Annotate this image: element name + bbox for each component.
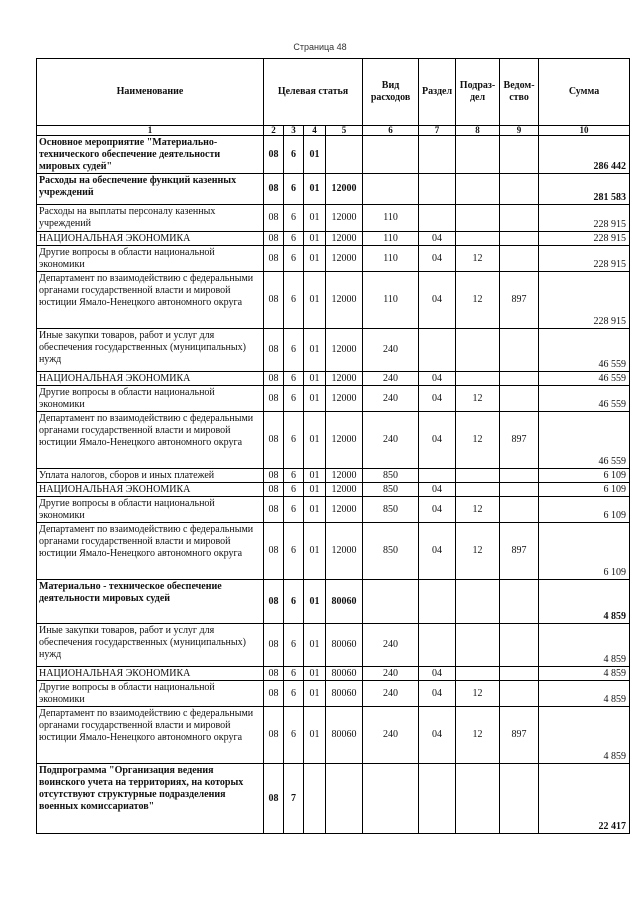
row-code-c5: 80060 — [326, 707, 363, 764]
row-code-c5: 12000 — [326, 205, 363, 232]
row-code-c7 — [419, 136, 456, 174]
row-sum: 6 109 — [539, 469, 630, 483]
row-name: Департамент по взаимодействию с федеральными органами государственной власти и мировой юстиции Ямало-Ненецкого автономного округа — [37, 412, 264, 469]
row-code-c3: 6 — [284, 329, 304, 372]
table-row — [37, 205, 630, 232]
row-sum: 46 559 — [539, 386, 630, 412]
row-name: Расходы на обеспечение функций казенных учреждений — [37, 174, 264, 205]
row-code-c6 — [363, 136, 419, 174]
row-code-c3: 6 — [284, 136, 304, 174]
row-code-c9 — [500, 469, 539, 483]
row-code-c9 — [500, 329, 539, 372]
row-code-c7: 04 — [419, 523, 456, 580]
row-name: Департамент по взаимодействию с федеральными органами государственной власти и мировой юстиции Ямало-Ненецкого автономного округа — [37, 707, 264, 764]
column-number: 8 — [456, 126, 500, 136]
row-code-c2: 08 — [264, 232, 284, 246]
row-code-c2: 08 — [264, 681, 284, 707]
row-sum: 46 559 — [539, 372, 630, 386]
row-code-c5: 12000 — [326, 469, 363, 483]
column-number: 5 — [326, 126, 363, 136]
row-code-c7 — [419, 469, 456, 483]
row-code-c9 — [500, 483, 539, 497]
table-row — [37, 372, 630, 386]
row-sum: 22 417 — [539, 764, 630, 834]
row-code-c9 — [500, 681, 539, 707]
table-row — [37, 272, 630, 329]
row-code-c7: 04 — [419, 372, 456, 386]
table-row — [37, 232, 630, 246]
row-code-c2: 08 — [264, 386, 284, 412]
row-code-c4: 01 — [304, 372, 326, 386]
row-sum: 4 859 — [539, 707, 630, 764]
row-code-c4: 01 — [304, 246, 326, 272]
row-code-c4: 01 — [304, 174, 326, 205]
row-code-c8 — [456, 232, 500, 246]
row-code-c6: 110 — [363, 246, 419, 272]
row-code-c5: 12000 — [326, 497, 363, 523]
row-code-c2: 08 — [264, 707, 284, 764]
row-code-c7: 04 — [419, 667, 456, 681]
row-code-c8 — [456, 483, 500, 497]
row-name: НАЦИОНАЛЬНАЯ ЭКОНОМИКА — [37, 483, 264, 497]
row-sum: 228 915 — [539, 232, 630, 246]
row-code-c4: 01 — [304, 412, 326, 469]
table-row — [37, 764, 630, 834]
row-code-c9: 897 — [500, 523, 539, 580]
row-code-c4: 01 — [304, 667, 326, 681]
row-code-c8 — [456, 372, 500, 386]
row-name: Иные закупки товаров, работ и услуг для обеспечения государственных (муниципальных) нужд — [37, 329, 264, 372]
row-code-c4: 01 — [304, 329, 326, 372]
row-name: НАЦИОНАЛЬНАЯ ЭКОНОМИКА — [37, 232, 264, 246]
row-code-c7 — [419, 174, 456, 205]
row-code-c5: 12000 — [326, 174, 363, 205]
row-name: Другие вопросы в области национальной экономики — [37, 386, 264, 412]
row-code-c7: 04 — [419, 483, 456, 497]
row-code-c4: 01 — [304, 469, 326, 483]
row-code-c4: 01 — [304, 136, 326, 174]
row-sum: 286 442 — [539, 136, 630, 174]
row-code-c6 — [363, 580, 419, 624]
row-code-c6 — [363, 764, 419, 834]
row-code-c4: 01 — [304, 624, 326, 667]
row-code-c2: 08 — [264, 329, 284, 372]
row-sum: 46 559 — [539, 329, 630, 372]
row-code-c2: 08 — [264, 372, 284, 386]
row-name: НАЦИОНАЛЬНАЯ ЭКОНОМИКА — [37, 372, 264, 386]
row-code-c5: 12000 — [326, 272, 363, 329]
row-code-c2: 08 — [264, 624, 284, 667]
row-name: Уплата налогов, сборов и иных платежей — [37, 469, 264, 483]
row-code-c4: 01 — [304, 497, 326, 523]
row-code-c3: 6 — [284, 497, 304, 523]
row-name: НАЦИОНАЛЬНАЯ ЭКОНОМИКА — [37, 667, 264, 681]
row-code-c2: 08 — [264, 246, 284, 272]
row-code-c7: 04 — [419, 707, 456, 764]
row-sum: 228 915 — [539, 205, 630, 232]
row-sum: 281 583 — [539, 174, 630, 205]
row-code-c3: 6 — [284, 246, 304, 272]
header-vedomstvo: Ведом- ство — [500, 59, 539, 126]
row-code-c2: 08 — [264, 205, 284, 232]
table-row — [37, 707, 630, 764]
column-number: 9 — [500, 126, 539, 136]
row-code-c6: 240 — [363, 624, 419, 667]
row-name: Департамент по взаимодействию с федеральными органами государственной власти и мировой юстиции Ямало-Ненецкого автономного округа — [37, 272, 264, 329]
row-code-c2: 08 — [264, 523, 284, 580]
row-code-c7: 04 — [419, 272, 456, 329]
row-code-c5: 80060 — [326, 681, 363, 707]
row-sum: 4 859 — [539, 681, 630, 707]
row-code-c6: 240 — [363, 329, 419, 372]
row-code-c6 — [363, 174, 419, 205]
row-code-c5: 12000 — [326, 372, 363, 386]
row-code-c4: 01 — [304, 681, 326, 707]
row-code-c8 — [456, 624, 500, 667]
row-code-c2: 08 — [264, 469, 284, 483]
row-code-c7 — [419, 764, 456, 834]
row-code-c3: 6 — [284, 707, 304, 764]
row-code-c9 — [500, 386, 539, 412]
row-code-c2: 08 — [264, 764, 284, 834]
row-sum: 4 859 — [539, 624, 630, 667]
row-code-c6: 110 — [363, 232, 419, 246]
row-code-c3: 6 — [284, 372, 304, 386]
row-code-c5: 12000 — [326, 232, 363, 246]
row-code-c6: 240 — [363, 667, 419, 681]
row-code-c2: 08 — [264, 580, 284, 624]
row-code-c6: 240 — [363, 707, 419, 764]
row-code-c5: 80060 — [326, 667, 363, 681]
table-row — [37, 580, 630, 624]
row-code-c3: 6 — [284, 624, 304, 667]
row-code-c6: 240 — [363, 412, 419, 469]
row-sum: 4 859 — [539, 667, 630, 681]
column-number: 1 — [37, 126, 264, 136]
row-sum: 4 859 — [539, 580, 630, 624]
header-name: Наименование — [37, 59, 264, 126]
row-code-c3: 6 — [284, 681, 304, 707]
row-code-c8: 12 — [456, 412, 500, 469]
row-name: Иные закупки товаров, работ и услуг для обеспечения государственных (муниципальных) нужд — [37, 624, 264, 667]
row-code-c6: 110 — [363, 205, 419, 232]
table-row — [37, 681, 630, 707]
table-row — [37, 412, 630, 469]
row-code-c4: 01 — [304, 232, 326, 246]
row-code-c2: 08 — [264, 174, 284, 205]
row-code-c5: 12000 — [326, 329, 363, 372]
column-number: 10 — [539, 126, 630, 136]
row-code-c9 — [500, 764, 539, 834]
table-row — [37, 174, 630, 205]
row-name: Материально - техническое обеспечение деятельности мировых судей — [37, 580, 264, 624]
row-code-c8: 12 — [456, 681, 500, 707]
table-row — [37, 523, 630, 580]
row-code-c3: 6 — [284, 272, 304, 329]
row-code-c8 — [456, 205, 500, 232]
row-code-c7: 04 — [419, 681, 456, 707]
row-name: Расходы на выплаты персоналу казенных учреждений — [37, 205, 264, 232]
table-row — [37, 136, 630, 174]
row-code-c8 — [456, 667, 500, 681]
table-row — [37, 246, 630, 272]
row-code-c6: 850 — [363, 483, 419, 497]
row-code-c8 — [456, 764, 500, 834]
row-code-c5: 12000 — [326, 523, 363, 580]
table-row — [37, 329, 630, 372]
row-code-c2: 08 — [264, 483, 284, 497]
row-code-c7: 04 — [419, 412, 456, 469]
row-code-c3: 6 — [284, 580, 304, 624]
row-code-c2: 08 — [264, 497, 284, 523]
row-code-c4: 01 — [304, 580, 326, 624]
row-code-c5: 80060 — [326, 624, 363, 667]
row-code-c9 — [500, 246, 539, 272]
row-code-c8 — [456, 329, 500, 372]
budget-table — [36, 58, 630, 834]
column-number: 2 — [264, 126, 284, 136]
row-code-c3: 6 — [284, 174, 304, 205]
row-sum: 6 109 — [539, 523, 630, 580]
row-code-c4: 01 — [304, 523, 326, 580]
row-code-c4: 01 — [304, 386, 326, 412]
row-code-c4: 01 — [304, 205, 326, 232]
row-sum: 228 915 — [539, 272, 630, 329]
table-row — [37, 386, 630, 412]
row-code-c7: 04 — [419, 497, 456, 523]
row-code-c6: 110 — [363, 272, 419, 329]
row-code-c6: 850 — [363, 497, 419, 523]
row-code-c6: 850 — [363, 523, 419, 580]
row-code-c4: 01 — [304, 707, 326, 764]
row-name: Департамент по взаимодействию с федеральными органами государственной власти и мировой юстиции Ямало-Ненецкого автономного округа — [37, 523, 264, 580]
row-code-c8: 12 — [456, 523, 500, 580]
row-code-c6: 240 — [363, 386, 419, 412]
row-code-c8 — [456, 136, 500, 174]
row-code-c5: 12000 — [326, 246, 363, 272]
row-code-c5: 12000 — [326, 483, 363, 497]
row-code-c3: 6 — [284, 232, 304, 246]
row-code-c9 — [500, 232, 539, 246]
row-code-c3: 7 — [284, 764, 304, 834]
row-code-c9 — [500, 136, 539, 174]
row-code-c5: 80060 — [326, 580, 363, 624]
header-vid: Вид расходов — [363, 59, 419, 126]
column-number: 3 — [284, 126, 304, 136]
column-number: 7 — [419, 126, 456, 136]
row-code-c5: 12000 — [326, 386, 363, 412]
row-code-c3: 6 — [284, 412, 304, 469]
row-code-c9 — [500, 667, 539, 681]
table-row — [37, 469, 630, 483]
row-code-c7 — [419, 205, 456, 232]
table-row — [37, 624, 630, 667]
row-code-c8: 12 — [456, 707, 500, 764]
column-number: 4 — [304, 126, 326, 136]
table-row — [37, 497, 630, 523]
row-code-c5: 12000 — [326, 412, 363, 469]
row-code-c9: 897 — [500, 272, 539, 329]
row-code-c8 — [456, 174, 500, 205]
row-name: Другие вопросы в области национальной экономики — [37, 497, 264, 523]
header-podrazdel: Подраз- дел — [456, 59, 500, 126]
header-target: Целевая статья — [264, 59, 363, 126]
page-number: Страница 48 — [293, 42, 347, 52]
row-code-c8 — [456, 469, 500, 483]
row-code-c5 — [326, 764, 363, 834]
row-code-c4: 01 — [304, 483, 326, 497]
row-code-c6: 240 — [363, 372, 419, 386]
row-code-c3: 6 — [284, 386, 304, 412]
row-code-c8: 12 — [456, 497, 500, 523]
row-code-c7: 04 — [419, 246, 456, 272]
row-sum: 228 915 — [539, 246, 630, 272]
row-code-c9 — [500, 624, 539, 667]
row-code-c5 — [326, 136, 363, 174]
row-code-c2: 08 — [264, 667, 284, 681]
row-name: Другие вопросы в области национальной экономики — [37, 246, 264, 272]
row-code-c9 — [500, 580, 539, 624]
row-code-c6: 240 — [363, 681, 419, 707]
row-code-c7 — [419, 329, 456, 372]
row-code-c4 — [304, 764, 326, 834]
row-code-c3: 6 — [284, 205, 304, 232]
row-code-c7: 04 — [419, 232, 456, 246]
row-code-c8: 12 — [456, 246, 500, 272]
row-code-c3: 6 — [284, 483, 304, 497]
row-code-c7 — [419, 624, 456, 667]
row-code-c9: 897 — [500, 707, 539, 764]
row-code-c9 — [500, 372, 539, 386]
row-sum: 46 559 — [539, 412, 630, 469]
row-code-c9 — [500, 205, 539, 232]
row-code-c4: 01 — [304, 272, 326, 329]
row-code-c8: 12 — [456, 386, 500, 412]
row-code-c9 — [500, 174, 539, 205]
row-code-c3: 6 — [284, 523, 304, 580]
row-name: Другие вопросы в области национальной экономики — [37, 681, 264, 707]
row-sum: 6 109 — [539, 497, 630, 523]
row-name: Подпрограмма "Организация ведения воинского учета на территориях, на которых отсутствуют структурные подразделения военных комиссариатов" — [37, 764, 264, 834]
row-code-c2: 08 — [264, 412, 284, 469]
row-code-c8: 12 — [456, 272, 500, 329]
row-code-c6: 850 — [363, 469, 419, 483]
header-razdel: Раздел — [419, 59, 456, 126]
row-code-c2: 08 — [264, 136, 284, 174]
table-row — [37, 483, 630, 497]
row-code-c3: 6 — [284, 469, 304, 483]
row-code-c8 — [456, 580, 500, 624]
row-sum: 6 109 — [539, 483, 630, 497]
row-code-c7 — [419, 580, 456, 624]
row-name: Основное мероприятие "Материально-технического обеспечение деятельности мировых судей" — [37, 136, 264, 174]
header-summa: Сумма — [539, 59, 630, 126]
table-row — [37, 667, 630, 681]
row-code-c7: 04 — [419, 386, 456, 412]
row-code-c9: 897 — [500, 412, 539, 469]
column-number: 6 — [363, 126, 419, 136]
row-code-c3: 6 — [284, 667, 304, 681]
row-code-c9 — [500, 497, 539, 523]
row-code-c2: 08 — [264, 272, 284, 329]
